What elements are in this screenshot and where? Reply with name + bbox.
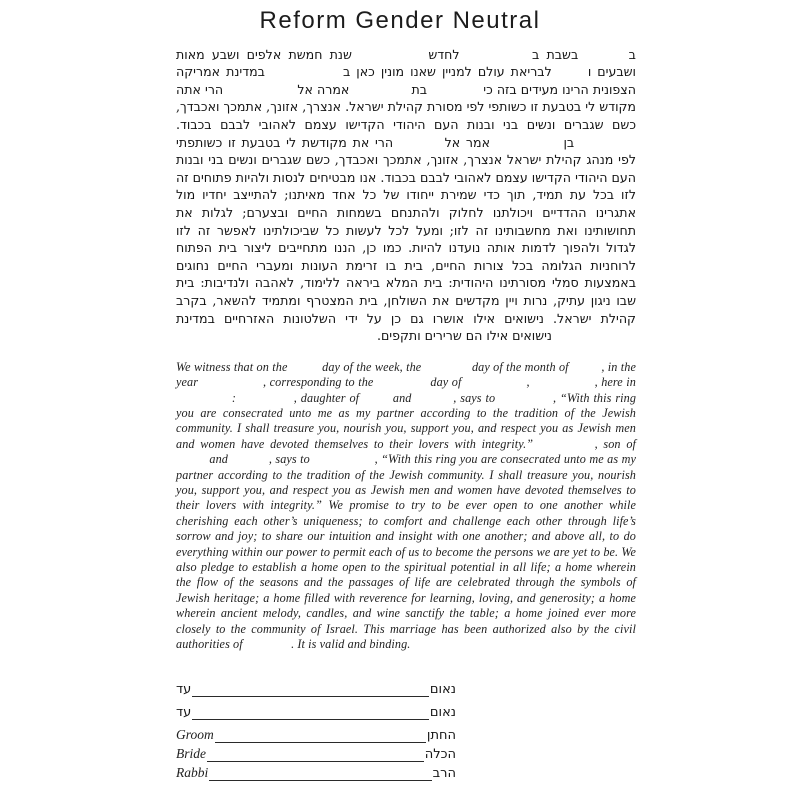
text-run: נישואים אילו הם שרירים ותקפים. [376,328,552,344]
witness-label: עד [176,682,192,698]
text-run: day of [430,375,462,390]
hebrew-paragraph [176,46,636,345]
text-run: , daughter of [293,390,360,405]
text-run: ב [628,46,636,62]
fill-in-blank [246,646,288,648]
text-run: day of the week, the [322,359,422,374]
text-run: , “With this ring you are consecrated unto me as my partner according to the tradition of the Jewish community. I shall treasure you, nourish you, support you, and respect you as Jewish men and women have devoted themselves to their lovers with integrity.” We promise to try to be ever open to one another while cherishing each other’s uniqueness; to comfort and challenge each other through life’s sorrow and joy; to share our intuition and insight with one another; and above all, to do everything within our power to permit each of us to become the persons we are yet to be. We also pledge to establish a home open to the spiritual potential in all life; a home wherein the flow of the seasons and the passages of life are celebrated through the symbols of Jewish heritage; a home filled with reverence for learning, loving, and generosity; a home wherein ancient melody, candles, and wine sanctify the table; a home joined ever more closely to the community of Israel. This marriage has been authorized also by the civil authorities of [176,452,636,651]
fill-in-blank [227,92,293,94]
fill-in-blank [271,74,337,76]
fill-in-blank [415,400,449,402]
fill-in-blank [313,461,371,463]
signature-block [176,678,456,781]
text-run: . It is valid and binding. [291,637,411,651]
fill-in-blank [377,384,427,386]
text-run: אמר אל [444,134,491,150]
declaration-label: נאום [429,682,456,698]
fill-in-blank [558,74,582,76]
text-run: , says to [453,390,496,405]
groom-label: Groom [176,727,214,743]
fill-in-blank [176,461,206,463]
rabbi-hebrew-label: הרב [432,766,456,782]
text-run: , [526,375,530,390]
text-run: בשבת ב [531,46,579,62]
text-run: day of the month of [471,359,569,374]
fill-in-blank [353,92,407,94]
fill-in-blank [580,145,636,147]
fill-in-blank [399,145,439,147]
text-run: במדינת אמריקה הצפונית הרינו מעידים בזה כי [176,64,636,97]
text-run: בן [563,134,575,150]
fill-in-blank [176,400,228,402]
text-run: הרי את מקודשת לי בטבעת זו כשותפתי לפי מנהג קהילת ישראל אנצרך, אזונך, אתמכך ואכבדך, כשם שגברים ונשים בני ובנות העם היהודי הקדישו עצמם לאהובי לבבם בכבוד. אנו מבטיחים לנסות ולהיות פתוחים זה לזו בכל עת תמיד, תוך כדי שמירת ייחודו של כל אחד מאיתנו; להתייצב יחדיו מול אתגרינו ההדדיים ויכולתנו לחלוק ולהתנחם בשמחות החיים ובצערם; לגלות את תחושותינו ואת מחשבותינו זה לזו; ומעל לכל לעשות כל שביכולתינו לאפשר זה לזו לגדול ולהפוך לדמות אותה נועדנו להיות. כמו כן, הננו מתחייבים ליצור בית הפתוח לרוחניות הגלומה בכל צורות החיים, בית בו זרימת העונות ומעברי החיים נחוגים באמצעות סמלי מסורתינו היהודית: בית המלא ביראה ללימוד, לאהבה ולנדיבות: בית שבו ניגון עתיק, נרות ויין מקדשים את השולחן, בית המצטרף ומתמיד להשאר, בקרב קהילת ישראל. נישואים אילו אושרו גם כן על ידי השלטונות האזרחיים במדינת [176,134,636,326]
rabbi-label: Rabbi [176,765,209,781]
fill-in-blank [533,384,591,386]
fill-in-blank [496,145,558,147]
fill-in-blank [556,338,636,340]
fill-in-blank [240,400,290,402]
text-run: and [209,452,228,467]
fill-in-blank [465,384,523,386]
text-run: הרי אתה מקודש לי בטבעת זו כשותפי לפי מסורת קהילת ישראל. אנצרך, אזונך, אתמכך ואכבדך, כשם שגברים ונשים בני ובנות העם היהודי הקדישו עצמם לאהובי לבבם בכבוד. [176,81,636,132]
signature-line [215,741,426,743]
bride-label: Bride [176,746,206,762]
bride-hebrew-label: הכלה [424,747,456,763]
fill-in-blank [499,400,549,402]
text-run: בת [411,81,428,97]
declaration-label: נאום [429,705,456,721]
text-run: , says to [268,452,310,467]
signature-row-groom [176,724,456,743]
fill-in-blank [539,446,589,448]
fill-in-blank [467,57,525,59]
text-run: : [231,390,237,405]
signature-row-witness-1 [176,678,456,697]
text-run: שנת חמשת אלפים ושבע מאות ושבעים ו [176,46,636,80]
text-run: לחדש [428,46,460,62]
signature-line [209,779,431,781]
fill-in-blank [425,369,469,371]
signature-line [207,760,424,762]
text-run: , in the year [176,359,636,390]
fill-in-blank [231,461,265,463]
signature-line [192,718,429,720]
fill-in-blank [431,92,479,94]
groom-hebrew-label: החתן [426,728,456,744]
text-run: , corresponding to the [263,375,374,390]
text-run: and [392,390,412,405]
text-run: , son of [594,436,637,451]
signature-line [192,695,429,697]
text-run: אמרה אל [297,81,350,97]
signature-row-rabbi [176,762,456,781]
fill-in-blank [363,400,389,402]
fill-in-blank [572,369,598,371]
fill-in-blank [291,369,319,371]
page-title: Reform Gender Neutral [259,7,541,34]
text-run: , “With this ring you are consecrated unto me as my partner according to the tradition of the Jewish community. I shall treasure you, nourish you, support you, and respect you as Jewish men and women have devoted themselves to their lovers with integrity.” [176,390,637,451]
signature-row-bride [176,743,456,762]
text-run: We witness that on the [176,359,288,374]
witness-label: עד [176,705,192,721]
text-run: לבריאת עולם למניין שאנו מונין כאן ב [343,64,552,80]
fill-in-blank [359,57,421,59]
signature-row-witness-2 [176,701,456,720]
fill-in-blank [585,57,621,59]
text-run: , here in [594,375,636,390]
fill-in-blank [202,384,260,386]
english-paragraph [176,360,636,653]
